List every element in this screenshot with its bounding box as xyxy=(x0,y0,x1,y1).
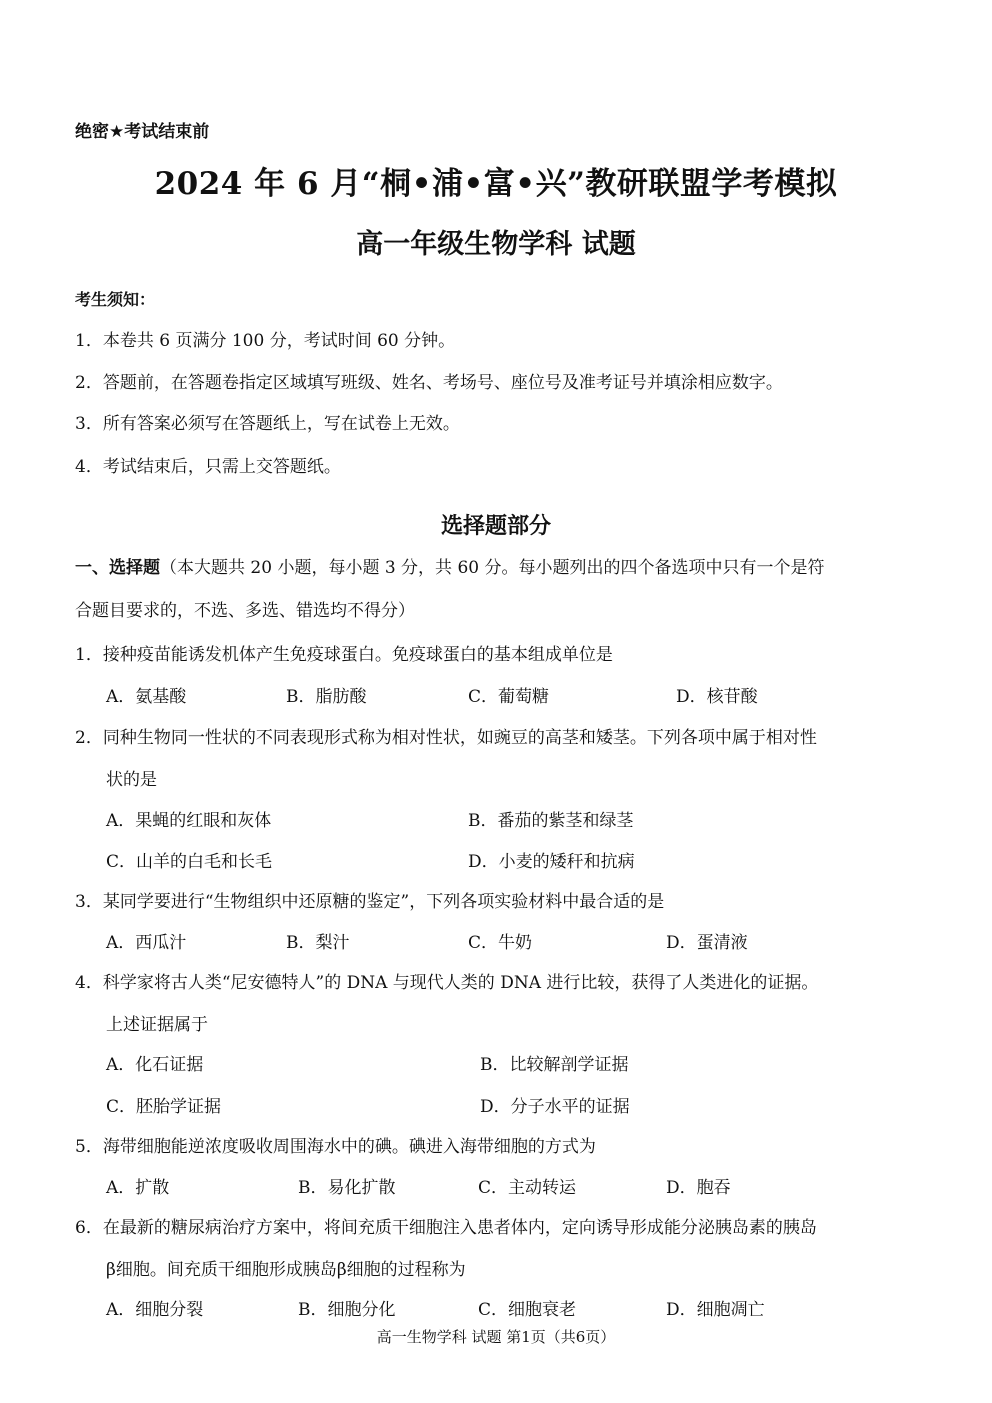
option: C．山羊的白毛和长毛 xyxy=(106,852,273,872)
section-instructions-cont: 合题目要求的，不选、多选、错选均不得分） xyxy=(75,601,415,621)
section-title: 选择题部分 xyxy=(440,514,551,539)
exam-title: 2024 年 6 月“桐•浦•富•兴”教研联盟学考模拟 xyxy=(154,166,838,202)
option: D．分子水平的证据 xyxy=(480,1097,630,1117)
part-label: 一、选择题 xyxy=(75,558,160,578)
option: D．小麦的矮秆和抗病 xyxy=(468,852,635,872)
option: D．蛋清液 xyxy=(666,933,748,953)
option: D．胞吞 xyxy=(666,1178,731,1198)
question-stem-cont: 上述证据属于 xyxy=(106,1015,208,1035)
question-stem: 1．接种疫苗能诱发机体产生免疫球蛋白。免疫球蛋白的基本组成单位是 xyxy=(75,645,613,665)
option: C．胚胎学证据 xyxy=(106,1097,222,1117)
question-stem-cont: 状的是 xyxy=(106,770,157,790)
secret-mark: 绝密★考试结束前 xyxy=(75,122,210,142)
option: B．脂肪酸 xyxy=(286,687,367,707)
notice-item: 2．答题前，在答题卷指定区域填写班级、姓名、考场号、座位号及准考证号并填涂相应数字。 xyxy=(75,373,783,393)
option: B．细胞分化 xyxy=(298,1300,396,1320)
exam-subtitle: 高一年级生物学科 试题 xyxy=(356,229,636,260)
option: A．西瓜汁 xyxy=(106,933,187,953)
option: B．梨汁 xyxy=(286,933,350,953)
option: A．果蝇的红眼和灰体 xyxy=(106,811,272,831)
notice-heading: 考生须知： xyxy=(75,290,156,309)
option: C．牛奶 xyxy=(468,933,533,953)
page-footer: 高一生物学科 试题 第1页（共6页） xyxy=(376,1328,616,1346)
option: C．葡萄糖 xyxy=(468,687,550,707)
notice-item: 3．所有答案必须写在答题纸上，写在试卷上无效。 xyxy=(75,414,460,434)
question-stem: 2．同种生物同一性状的不同表现形式称为相对性状，如豌豆的高茎和矮茎。下列各项中属于相对性 xyxy=(75,728,817,748)
question-stem: 4．科学家将古人类“尼安德特人”的 DNA 与现代人类的 DNA 进行比较，获得了人类进化的证据。 xyxy=(75,973,819,993)
section-instructions xyxy=(75,553,825,578)
question-stem: 3．某同学要进行“生物组织中还原糖的鉴定”，下列各项实验材料中最合适的是 xyxy=(75,892,665,912)
option: D．细胞凋亡 xyxy=(666,1300,765,1320)
option: B．番茄的紫茎和绿茎 xyxy=(468,811,634,831)
question-stem: 6．在最新的糖尿病治疗方案中，将间充质干细胞注入患者体内，定向诱导形成能分泌胰岛素的胰岛 xyxy=(75,1218,817,1238)
option: C．主动转运 xyxy=(478,1178,577,1198)
instructions-text: （本大题共 20 小题，每小题 3 分，共 60 分。每小题列出的四个备选项中只有一个是符 xyxy=(160,558,825,578)
question-stem: 5．海带细胞能逆浓度吸收周围海水中的碘。碘进入海带细胞的方式为 xyxy=(75,1137,596,1157)
option: A．细胞分裂 xyxy=(106,1300,204,1320)
option: D．核苷酸 xyxy=(676,687,758,707)
option: A．扩散 xyxy=(106,1178,170,1198)
notice-item: 1．本卷共 6 页满分 100 分，考试时间 60 分钟。 xyxy=(75,331,456,351)
option: C．细胞衰老 xyxy=(478,1300,577,1320)
option: A．化石证据 xyxy=(106,1055,204,1075)
option: B．易化扩散 xyxy=(298,1178,396,1198)
question-stem-cont: β细胞。间充质干细胞形成胰岛β细胞的过程称为 xyxy=(106,1260,466,1280)
notice-item: 4．考试结束后，只需上交答题纸。 xyxy=(75,457,341,477)
option: B．比较解剖学证据 xyxy=(480,1055,629,1075)
option: A．氨基酸 xyxy=(106,687,187,707)
